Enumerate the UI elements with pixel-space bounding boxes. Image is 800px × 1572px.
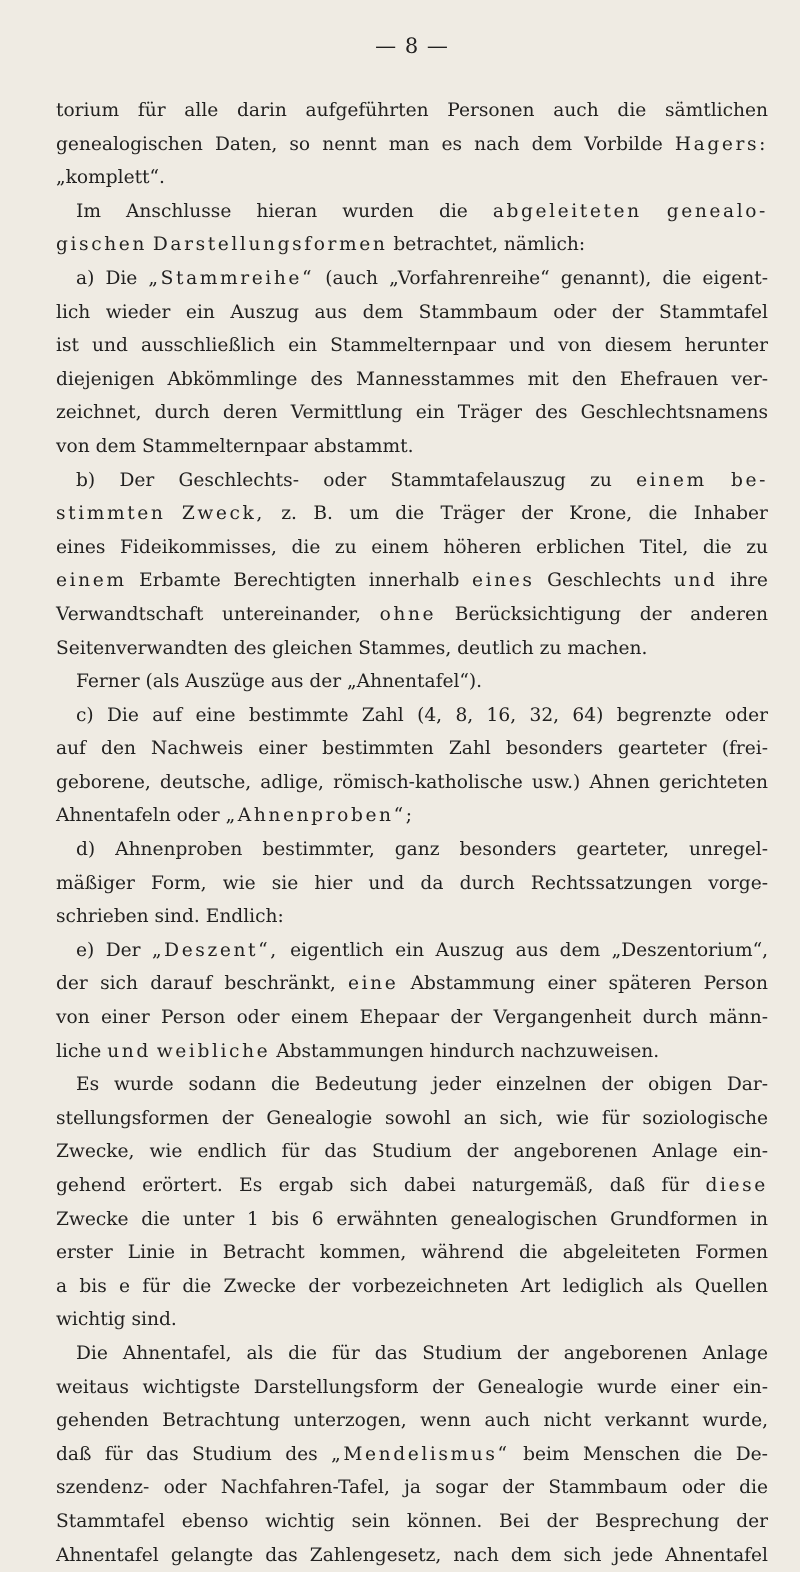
text-line: Die Ahnentafel, als die für das Studium der angeborenen Anlage — [76, 1342, 768, 1364]
text-line: mäßiger Form, wie sie hier und da durch Rechtssatzungen vorge- — [56, 872, 768, 894]
text-line: b) Der Geschlechts- oder Stammtafelauszug zu einem be- — [76, 469, 768, 491]
text-line: gischen Darstellungsformen betrachtet, nämlich: — [56, 234, 586, 256]
text-line: erster Linie in Betracht kommen, während die abgeleiteten Formen — [56, 1242, 768, 1264]
text-line: weitaus wichtigste Darstellungsform der Genealogie wurde einer ein- — [56, 1376, 768, 1398]
text-line: der sich darauf beschränkt, eine Abstammung einer späteren Person — [56, 973, 768, 995]
text-line: stimmten Zweck, z. B. um die Träger der Krone, die Inhaber — [56, 503, 768, 525]
page-number: — 8 — — [375, 34, 449, 58]
text-line: torium für alle darin aufgeführten Personen auch die sämtlichen — [56, 100, 768, 121]
text-line: Ahnentafeln oder „Ahnenproben“; — [56, 805, 415, 827]
text-line: Es wurde sodann die Bedeutung jeder einzelnen der obigen Dar- — [76, 1074, 768, 1096]
text-line: Ahnentafel gelangte das Zahlengesetz, nach dem sich jede Ahnentafel — [56, 1544, 768, 1566]
text-line: a) Die „Stammreihe“ (auch „Vorfahrenreihe“ genannt), die eigent- — [76, 267, 768, 289]
text-line: eines Fideikommisses, die zu einem höheren erblichen Titel, die zu — [56, 536, 768, 558]
text-line: daß für das Studium des „Mendelismus“ beim Menschen die De- — [56, 1443, 768, 1465]
text-line: Verwandtschaft untereinander, ohne Berücksichtigung der anderen — [56, 603, 768, 625]
text-line: von dem Stammelternpaar abstammt. — [56, 435, 414, 457]
text-line: genealogischen Daten, so nennt man es nach dem Vorbilde Hagers: — [56, 133, 768, 155]
text-line: c) Die auf eine bestimmte Zahl (4, 8, 16, 32, 64) begrenzte oder — [76, 704, 768, 726]
text-line: wichtig sind. — [56, 1309, 177, 1331]
text-line: Stammtafel ebenso wichtig sein können. Bei der Besprechung der — [56, 1510, 768, 1532]
text-line: Seitenverwandten des gleichen Stammes, deutlich zu machen. — [56, 637, 648, 659]
text-line: Ferner (als Auszüge aus der „Ahnentafel“). — [76, 671, 483, 693]
text-line: Zwecke die unter 1 bis 6 erwähnten genealogischen Grundformen in — [56, 1208, 768, 1230]
text-line: von einer Person oder einem Ehepaar der Vergangenheit durch männ- — [56, 1007, 768, 1029]
text-line: ist und ausschließlich ein Stammelternpaar und von diesem herunter — [56, 335, 768, 357]
text-line: gehenden Betrachtung unterzogen, wenn auch nicht verkannt wurde, — [56, 1410, 768, 1432]
text-line: stellungsformen der Genealogie sowohl an sich, wie für soziologische — [56, 1107, 768, 1129]
text-line: auf den Nachweis einer bestimmten Zahl besonders gearteter (frei- — [56, 738, 768, 760]
book-page — [56, 34, 768, 1572]
text-line: d) Ahnenproben bestimmter, ganz besonders gearteter, unregel- — [76, 839, 768, 861]
text-line: e) Der „Deszent“, eigentlich ein Auszug aus dem „Deszentorium“, — [76, 939, 769, 961]
text-line: lich wieder ein Auszug aus dem Stammbaum oder der Stammtafel — [56, 301, 768, 323]
text-line: „komplett“. — [56, 167, 165, 189]
text-line: zeichnet, durch deren Vermittlung ein Träger des Geschlechtsnamens — [56, 402, 768, 424]
text-line: Zwecke, wie endlich für das Studium der angeborenen Anlage ein- — [56, 1141, 768, 1163]
text-line: szendenz- oder Nachfahren-Tafel, ja sogar der Stammbaum oder die — [56, 1477, 768, 1499]
text-line: schrieben sind. Endlich: — [56, 906, 284, 928]
body-text — [56, 94, 768, 1572]
text-line: geborene, deutsche, adlige, römisch-katholische usw.) Ahnen gerichteten — [56, 771, 768, 793]
text-line: Im Anschlusse hieran wurden die abgeleiteten genealo- — [76, 200, 768, 222]
text-line: a bis e für die Zwecke der vorbezeichneten Art lediglich als Quellen — [56, 1275, 768, 1297]
text-line: diejenigen Abkömmlinge des Mannesstammes mit den Ehefrauen ver- — [56, 368, 768, 390]
text-line: gehend erörtert. Es ergab sich dabei naturgemäß, daß für diese — [56, 1175, 768, 1196]
text-line: einem Erbamte Berechtigten innerhalb eines Geschlechts und ihre — [56, 570, 768, 592]
text-line: liche und weibliche Abstammungen hindurch nachzuweisen. — [56, 1040, 660, 1062]
